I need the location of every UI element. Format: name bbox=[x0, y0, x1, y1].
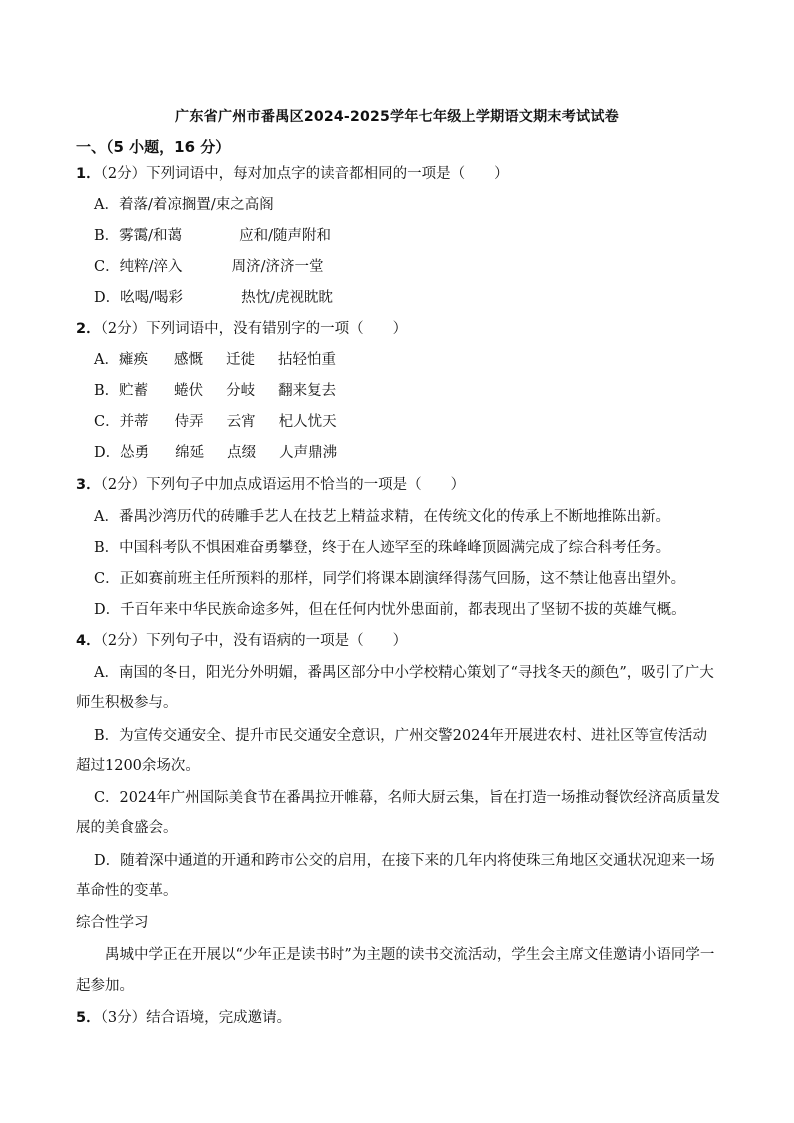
option-label: A． bbox=[94, 509, 119, 525]
option-label: C． bbox=[94, 790, 120, 806]
q2-option-a bbox=[94, 350, 336, 370]
q3-option-a bbox=[94, 507, 670, 527]
question-3 bbox=[76, 475, 465, 495]
option-text: 番禺沙湾历代的砖雕手艺人在技艺上精益求精，在传统文化的传承上不断地推陈出新。 bbox=[118, 509, 670, 525]
q2-option-c bbox=[94, 412, 337, 432]
option-word-1: 贮蓄 bbox=[119, 383, 149, 399]
option-label: A． bbox=[94, 352, 119, 368]
q3-option-b bbox=[94, 538, 670, 558]
q4-option-d-line2: 革命性的变革。 bbox=[76, 883, 178, 899]
exam-title: 广东省广州市番禺区2024-2025学年七年级上学期语文期末考试试卷 bbox=[175, 109, 619, 125]
option-word-4: 拈轻怕重 bbox=[277, 352, 336, 368]
section-heading-1: 一、（5 小题，16 分） bbox=[76, 138, 231, 156]
option-label: A． bbox=[94, 665, 119, 681]
q1-option-d bbox=[94, 288, 333, 308]
option-label: B． bbox=[94, 540, 120, 556]
q4-option-c-line2: 展的美食盛会。 bbox=[76, 820, 178, 836]
q3-option-c bbox=[94, 569, 685, 589]
question-2 bbox=[76, 319, 407, 339]
option-text: 南国的冬日，阳光分外明媚，番禺区部分中小学校精心策划了“寻找冬天的颜色”，吸引了广大 bbox=[118, 665, 714, 681]
q4-option-c-line1 bbox=[94, 788, 720, 808]
q1-option-a bbox=[94, 195, 274, 215]
option-part-1: 纯粹/淬入 bbox=[119, 259, 183, 275]
q3-option-d bbox=[94, 600, 686, 620]
option-label: D． bbox=[94, 602, 121, 618]
option-word-4: 翻来复去 bbox=[278, 383, 337, 399]
q1-option-c bbox=[94, 257, 324, 277]
comprehensive-paragraph-line2: 起参加。 bbox=[76, 978, 134, 994]
option-word-3: 点缀 bbox=[227, 445, 257, 461]
comprehensive-heading: 综合性学习 bbox=[76, 915, 149, 931]
question-1 bbox=[76, 164, 509, 184]
q2-option-b bbox=[94, 381, 336, 401]
option-word-3: 云宵 bbox=[226, 414, 256, 430]
option-text: 着落/着凉搁置/束之高阁 bbox=[118, 197, 274, 213]
option-word-2: 绵延 bbox=[175, 445, 205, 461]
option-label: B． bbox=[94, 383, 120, 399]
option-label: B． bbox=[94, 228, 120, 244]
question-5 bbox=[76, 1008, 291, 1028]
question-4 bbox=[76, 631, 407, 651]
question-stem: （2分）下列句子中加点成语运用不恰当的一项是（ ） bbox=[100, 477, 466, 493]
option-word-2: 蜷伏 bbox=[174, 383, 204, 399]
option-word-3: 分岐 bbox=[226, 383, 256, 399]
option-text: 千百年来中华民族命途多舛，但在任何内忧外患面前，都表现出了坚韧不拔的英雄气概。 bbox=[120, 602, 686, 618]
q4-option-a-line1 bbox=[94, 663, 714, 683]
q4-option-a-line2: 师生积极参与。 bbox=[76, 695, 178, 711]
option-word-1: 并蒂 bbox=[119, 414, 149, 430]
option-word-2: 侍弄 bbox=[174, 414, 204, 430]
option-label: D． bbox=[94, 290, 121, 306]
option-word-2: 感慨 bbox=[173, 352, 203, 368]
question-number: 4． bbox=[76, 633, 101, 649]
option-word-1: 怂勇 bbox=[120, 445, 150, 461]
comprehensive-paragraph-line1: 禺城中学正在开展以“少年正是读书时”为主题的读书交流活动，学生会主席文佳邀请小语同学一 bbox=[105, 947, 715, 963]
q4-option-b-line1 bbox=[94, 726, 707, 746]
q4-option-d-line1 bbox=[94, 851, 715, 871]
question-stem: （2分）下列词语中，每对加点字的读音都相同的一项是（ ） bbox=[100, 166, 509, 182]
option-part-1: 吆喝/喝彩 bbox=[120, 290, 184, 306]
option-part-1: 雾霭/和蔼 bbox=[119, 228, 183, 244]
q2-option-d bbox=[94, 443, 337, 463]
question-stem: （2分）下列句子中，没有语病的一项是（ ） bbox=[100, 633, 408, 649]
option-label: C． bbox=[94, 259, 120, 275]
question-stem: （2分）下列词语中，没有错别字的一项（ ） bbox=[100, 321, 408, 337]
option-label: B． bbox=[94, 728, 120, 744]
option-text: 2024年广州国际美食节在番禺拉开帷幕，名师大厨云集，旨在打造一场推动餐饮经济高质量发 bbox=[119, 790, 721, 806]
option-text: 正如赛前班主任所预料的那样，同学们将课本剧演绎得荡气回肠，这不禁让他喜出望外。 bbox=[119, 571, 686, 587]
question-number: 2． bbox=[76, 321, 101, 337]
option-label: C． bbox=[94, 414, 120, 430]
option-word-3: 迁徙 bbox=[225, 352, 255, 368]
question-number: 5． bbox=[76, 1010, 101, 1026]
question-stem: （3分）结合语境，完成邀请。 bbox=[100, 1010, 292, 1026]
option-label: D． bbox=[94, 445, 121, 461]
option-label: C． bbox=[94, 571, 120, 587]
option-label: A． bbox=[94, 197, 119, 213]
q4-option-b-line2: 超过1200余场次。 bbox=[76, 758, 200, 774]
option-text: 中国科考队不惧困难奋勇攀登，终于在人迹罕至的珠峰峰顶圆满完成了综合科考任务。 bbox=[119, 540, 671, 556]
q1-option-b bbox=[94, 226, 331, 246]
option-part-2: 热忱/虎视眈眈 bbox=[241, 290, 334, 306]
option-part-2: 周济/济济一堂 bbox=[231, 259, 324, 275]
option-part-2: 应和/随声附和 bbox=[239, 228, 332, 244]
option-word-4: 杞人忧天 bbox=[278, 414, 337, 430]
option-label: D． bbox=[94, 853, 121, 869]
option-word-1: 瘫痪 bbox=[118, 352, 148, 368]
option-word-4: 人声鼎沸 bbox=[279, 445, 338, 461]
option-text: 为宣传交通安全、提升市民交通安全意识，广州交警2024年开展进农村、进社区等宣传活动 bbox=[119, 728, 708, 744]
question-number: 1． bbox=[76, 166, 101, 182]
option-text: 随着深中通道的开通和跨市公交的启用，在接下来的几年内将使珠三角地区交通状况迎来一场 bbox=[120, 853, 715, 869]
question-number: 3． bbox=[76, 477, 101, 493]
